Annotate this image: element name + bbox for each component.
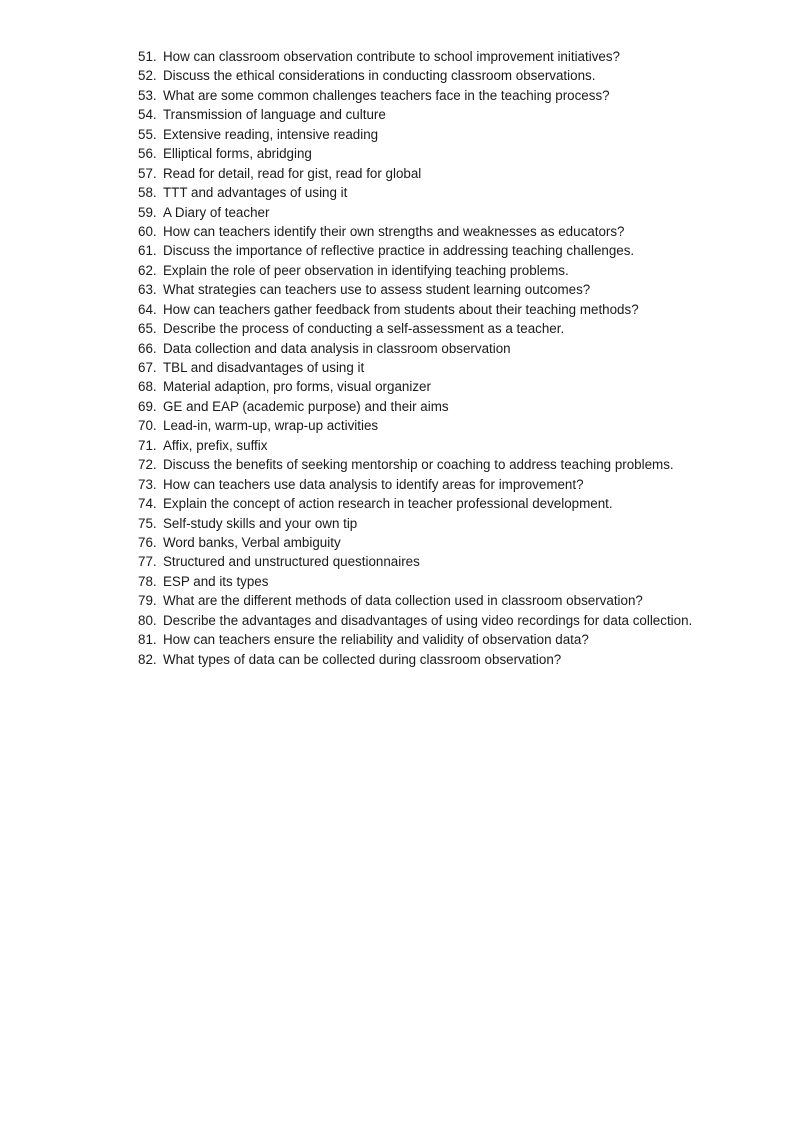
question-number: 61.: [138, 243, 157, 259]
question-text: What strategies can teachers use to assess student learning outcomes?: [163, 282, 591, 298]
question-list: [138, 47, 738, 669]
question-number: 53.: [138, 87, 157, 103]
question-text: GE and EAP (academic purpose) and their aims: [163, 398, 449, 414]
question-text: What are the different methods of data collection used in classroom observation?: [163, 593, 643, 609]
question-number: 72.: [138, 457, 157, 473]
question-text: Extensive reading, intensive reading: [163, 126, 379, 142]
question-text: Transmission of language and culture: [163, 107, 386, 123]
question-number: 80.: [138, 612, 157, 628]
question-item: [138, 475, 738, 494]
question-number: 81.: [138, 632, 157, 648]
question-item: [138, 105, 738, 124]
question-text: Discuss the importance of reflective practice in addressing teaching challenges.: [163, 243, 635, 259]
question-item: [138, 241, 738, 260]
question-number: 59.: [138, 204, 157, 220]
question-text: Affix, prefix, suffix: [163, 437, 268, 453]
question-text: Word banks, Verbal ambiguity: [163, 534, 341, 550]
question-number: 75.: [138, 515, 157, 531]
question-item: [138, 514, 738, 533]
question-item: [138, 222, 738, 241]
question-number: 82.: [138, 651, 157, 667]
question-text: ESP and its types: [163, 573, 269, 589]
question-item: [138, 358, 738, 377]
question-number: 58.: [138, 185, 157, 201]
question-item: [138, 300, 738, 319]
question-text: TTT and advantages of using it: [163, 185, 348, 201]
question-item: [138, 377, 738, 396]
question-number: 54.: [138, 107, 157, 123]
question-item: [138, 533, 738, 552]
question-text: Describe the process of conducting a self-assessment as a teacher.: [163, 321, 565, 337]
question-item: [138, 144, 738, 163]
question-item: [138, 164, 738, 183]
question-item: [138, 650, 738, 669]
question-text: How can teachers identify their own strengths and weaknesses as educators?: [163, 223, 625, 239]
question-item: [138, 86, 738, 105]
question-text: How can teachers gather feedback from students about their teaching methods?: [163, 301, 639, 317]
question-item: [138, 436, 738, 455]
question-number: 68.: [138, 379, 157, 395]
question-item: [138, 455, 738, 474]
question-item: [138, 591, 738, 610]
question-number: 69.: [138, 398, 157, 414]
question-number: 57.: [138, 165, 157, 181]
question-item: [138, 261, 738, 280]
question-number: 67.: [138, 360, 157, 375]
question-text: Discuss the benefits of seeking mentorship or coaching to address teaching problems.: [163, 457, 674, 473]
question-item: [138, 319, 738, 338]
question-number: 51.: [138, 49, 157, 64]
question-text: TBL and disadvantages of using it: [163, 360, 365, 375]
question-text: Material adaption, pro forms, visual organizer: [163, 379, 431, 395]
question-item: [138, 66, 738, 85]
question-item: [138, 494, 738, 513]
question-text: Data collection and data analysis in classroom observation: [163, 340, 511, 356]
question-text: How can teachers ensure the reliability and validity of observation data?: [163, 632, 589, 648]
question-text: Elliptical forms, abridging: [163, 146, 312, 162]
question-text: Lead-in, warm-up, wrap-up activities: [163, 418, 379, 434]
question-text: A Diary of teacher: [163, 204, 270, 220]
question-item: [138, 572, 738, 591]
question-text: Explain the role of peer observation in identifying teaching problems.: [163, 262, 569, 278]
question-text: Read for detail, read for gist, read for global: [163, 165, 422, 181]
question-number: 56.: [138, 146, 157, 162]
question-text: How can teachers use data analysis to identify areas for improvement?: [163, 476, 584, 492]
question-number: 73.: [138, 476, 157, 492]
question-number: 66.: [138, 340, 157, 356]
question-number: 78.: [138, 573, 157, 589]
question-item: [138, 125, 738, 144]
question-item: [138, 183, 738, 202]
question-item: [138, 280, 738, 299]
question-number: 76.: [138, 534, 157, 550]
question-number: 74.: [138, 496, 157, 512]
question-number: 62.: [138, 262, 157, 278]
question-text: What types of data can be collected during classroom observation?: [163, 651, 562, 667]
question-item: [138, 339, 738, 358]
question-text: Explain the concept of action research in teacher professional development.: [163, 496, 613, 512]
question-number: 63.: [138, 282, 157, 298]
question-item: [138, 203, 738, 222]
question-number: 77.: [138, 554, 157, 570]
question-text: Describe the advantages and disadvantages of using video recordings for data collection.: [163, 612, 693, 628]
question-item: [138, 611, 738, 630]
question-text: Self-study skills and your own tip: [163, 515, 358, 531]
question-item: [138, 552, 738, 571]
question-text: What are some common challenges teachers face in the teaching process?: [163, 87, 610, 103]
question-item: [138, 397, 738, 416]
question-item: [138, 416, 738, 435]
question-number: 79.: [138, 593, 157, 609]
question-item: [138, 630, 738, 649]
question-number: 52.: [138, 68, 157, 84]
question-number: 71.: [138, 437, 157, 453]
question-number: 55.: [138, 126, 157, 142]
question-number: 65.: [138, 321, 157, 337]
question-number: 64.: [138, 301, 157, 317]
question-number: 60.: [138, 223, 157, 239]
question-item: [138, 47, 738, 66]
question-number: 70.: [138, 418, 157, 434]
question-text: Discuss the ethical considerations in conducting classroom observations.: [163, 68, 596, 84]
question-text: Structured and unstructured questionnaires: [163, 554, 420, 570]
question-text: How can classroom observation contribute to school improvement initiatives?: [163, 49, 620, 64]
